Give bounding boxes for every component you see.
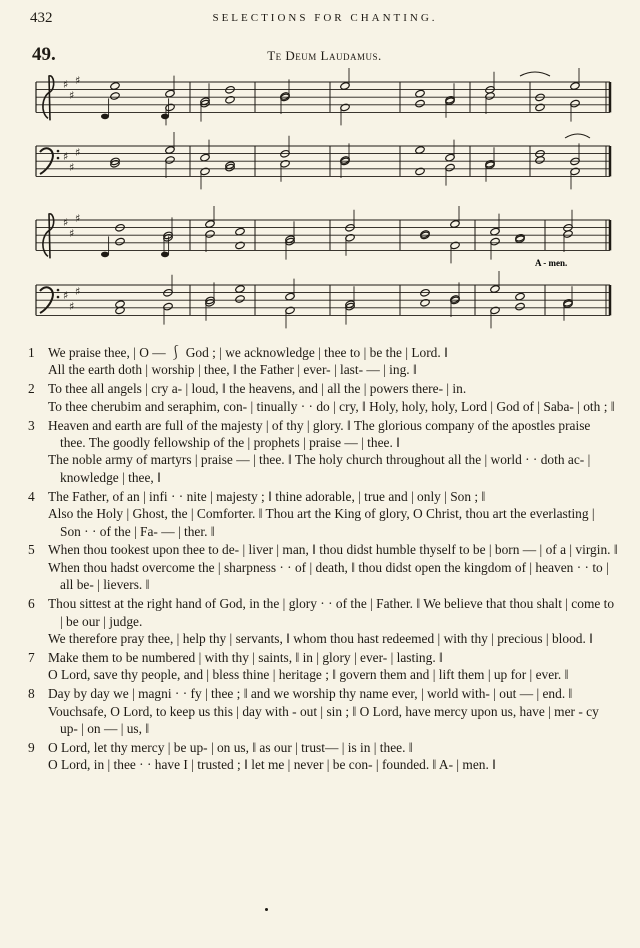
note-head [415,146,426,155]
note-head [535,156,546,165]
chant-text [28,344,618,775]
verse [28,417,618,487]
bass-clef-dot [57,150,60,153]
note-head [415,99,426,108]
sharp-icon: ♯ [75,146,81,159]
verse [28,739,618,774]
treble-clef-icon [43,214,54,259]
sharp-icon: ♯ [63,150,69,163]
verse [28,488,618,540]
note-head [235,227,246,236]
note-head [515,292,526,301]
sharp-icon: ♯ [69,300,75,313]
verse-number: 5 [28,542,35,558]
quarter-note-head [101,252,109,258]
slur [520,72,550,76]
page-ornament [265,908,268,911]
chant-number: 49. [32,44,56,65]
note-head [415,167,426,176]
sharp-icon: ♯ [63,216,69,229]
quarter-note-head [101,114,109,120]
note-head [415,89,426,98]
sharp-icon: ♯ [75,212,81,225]
verse-number: 3 [28,417,35,433]
chant-title: Te Deum Laudamus. [267,48,382,63]
verse [28,541,618,593]
verse-number: 4 [28,488,35,504]
verse-line: When thou hadst overcome the | sharpness · · of | death, ‖ thou didst open the kingdom of | heaven · · to | all be- | lievers. ‖ [48,559,609,593]
bass-clef-dot [57,296,60,299]
verse [28,649,618,684]
verse-line: The noble army of martyrs | praise — | thee. ‖ The holy church throughout all the | world · · doth ac- | knowledge | thee, ‖ [48,452,591,485]
note-head [235,285,246,294]
note-head [420,298,431,307]
verse-number: 2 [28,381,35,397]
verse-line: O Lord, save thy people, and | bless thine | heritage ; ‖ govern them and | lift them | up for | ever. ‖ [48,667,569,683]
bass-clef-dot [57,157,60,160]
verse-number: 1 [28,345,35,360]
sharp-icon: ♯ [69,161,75,174]
quarter-note-head [161,252,169,258]
verse-line: Vouchsafe, O Lord, to keep us this | day with - out | sin ; ‖ O Lord, have mercy upon us, have | mer - cy up- | on — | us, ‖ [48,703,599,737]
running-head: SELECTIONS FOR CHANTING. [212,12,438,24]
verse-number: 7 [28,649,35,665]
verse-line: Also the Holy | Ghost, the | Comforter. ‖ Thou art the King of glory, O Christ, thou art the everlasting | Son · · of the | Fa- — | ther. ‖ [48,506,595,539]
amen-lyric: A - men. [535,258,568,268]
verse-line: Heaven and earth are full of the majesty | of thy | glory. ‖ The glorious company of the apostles praise thee. The goodly fellowship of the | prophets | praise — | thee. ‖ [48,417,591,451]
treble-clef-icon [43,76,54,121]
note-head [115,237,126,246]
music-notation [36,68,610,328]
note-head [225,95,236,104]
note-head [110,92,121,101]
quarter-note-head [161,114,169,120]
sharp-icon: ♯ [75,74,81,87]
verse [28,344,618,379]
verse [28,595,618,647]
verse-line: Make them to be numbered | with thy | saints, ‖ in | glory | ever- | lasting. ‖ [48,649,443,665]
verse [28,685,618,737]
sharp-icon: ♯ [69,227,75,240]
note-head [535,103,546,112]
verse-line: To thee all angels | cry a- | loud, ‖ the heavens, and | all the | powers there- | in. [48,381,467,397]
verse-line: O Lord, let thy mercy | be up- | on us, ‖ as our | trust— | is in | thee. ‖ [48,739,413,755]
verse-line: We praise thee, | O — ⎰ God ; | we acknowledge | thee to | be the | Lord. ‖ [48,345,448,360]
slur [565,134,590,138]
verse-number: 6 [28,596,35,612]
note-head [110,82,121,91]
note-head [115,306,126,315]
sharp-icon: ♯ [63,78,69,91]
note-head [515,302,526,311]
page-number: 432 [30,10,53,26]
verse-line: O Lord, in | thee · · have I | trusted ; ‖ let me | never | be con- | founded. ‖ A- | men. ‖ [48,757,496,773]
verse-line: To thee cherubim and seraphim, con- | tinually · · do | cry, ‖ Holy, holy, holy, Lord | God of | Saba- | oth ; ‖ [48,398,615,414]
sharp-icon: ♯ [69,89,75,102]
verse-line: When thou tookest upon thee to de- | liver | man, ‖ thou didst humble thyself to be | born — | of a | virgin. ‖ [48,542,618,558]
verse-line: The Father, of an | infi · · nite | majesty ; ‖ thine adorable, | true and | only | Son ; ‖ [48,488,486,504]
sharp-icon: ♯ [63,289,69,302]
verse-line: We therefore pray thee, | help thy | servants, ‖ whom thou hast redeemed | with thy | precious | blood. ‖ [48,631,593,646]
note-head [235,241,246,250]
verse [28,380,618,415]
verse-number: 8 [28,686,35,702]
bass-clef-dot [57,289,60,292]
music-score [0,0,640,340]
verse-line: Day by day we | magni · · fy | thee ; ‖ and we worship thy name ever, | world with- | out — | end. ‖ [48,686,573,702]
verse-line: Thou sittest at the right hand of God, in the | glory · · of the | Father. ‖ We believe that thou shalt | come to | be our | judge. [48,596,615,629]
verse-line: All the earth doth | worship | thee, ‖ the Father | ever- | last- — | ing. ‖ [48,362,417,378]
sharp-icon: ♯ [75,285,81,298]
verse-number: 9 [28,739,35,755]
note-head [235,295,246,304]
